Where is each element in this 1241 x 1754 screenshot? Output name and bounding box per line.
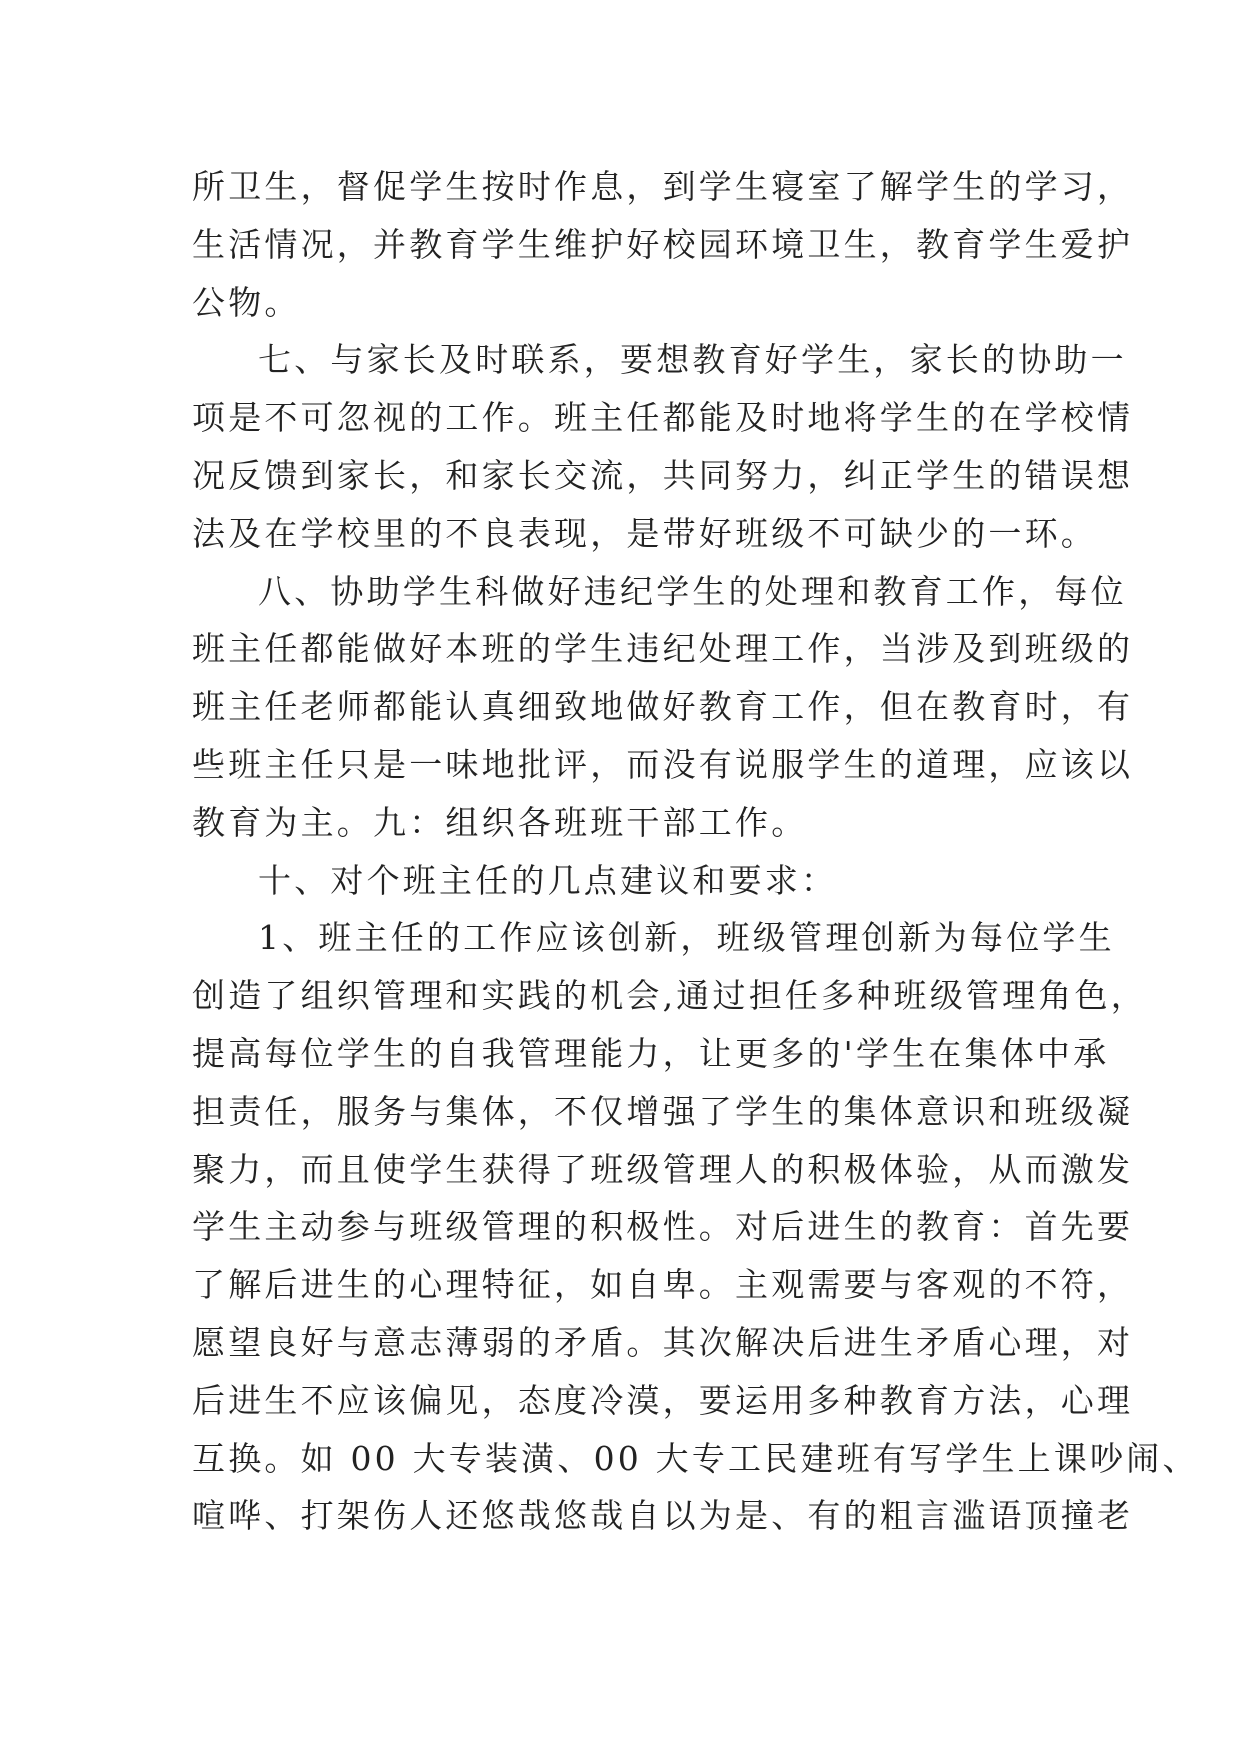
text-line: 创造了组织管理和实践的机会,通过担任多种班级管理角色， xyxy=(192,976,1147,1016)
text-line: 教育为主。九：组织各班班干部工作。 xyxy=(192,802,808,842)
text-line: 班主任都能做好本班的学生违纪处理工作，当涉及到班级的 xyxy=(192,629,1134,669)
text-line: 公物。 xyxy=(192,282,301,322)
text-line: 喧哗、打架伤人还悠哉悠哉自以为是、有的粗言滥语顶撞老 xyxy=(192,1496,1134,1536)
paragraph-start-line: 八、协助学生科做好违纪学生的处理和教育工作，每位 xyxy=(258,571,1127,611)
text-line: 聚力，而且使学生获得了班级管理人的积极体验，从而激发 xyxy=(192,1149,1134,1189)
text-line: 担责任，服务与集体，不仅增强了学生的集体意识和班级凝 xyxy=(192,1091,1134,1131)
text-line: 学生主动参与班级管理的积极性。对后进生的教育：首先要 xyxy=(192,1207,1134,1247)
text-line: 况反馈到家长，和家长交流，共同努力，纠正学生的错误想 xyxy=(192,455,1134,495)
text-line: 些班主任只是一味地批评，而没有说服学生的道理，应该以 xyxy=(192,744,1134,784)
text-line: 班主任老师都能认真细致地做好教育工作，但在教育时，有 xyxy=(192,687,1134,727)
text-line: 生活情况，并教育学生维护好校园环境卫生，教育学生爱护 xyxy=(192,224,1134,264)
paragraph-start-line: 七、与家长及时联系，要想教育好学生，家长的协助一 xyxy=(258,340,1127,380)
text-line: 了解后进生的心理特征，如自卑。主观需要与客观的不符， xyxy=(192,1265,1134,1305)
document-body xyxy=(192,158,1199,1545)
text-line: 法及在学校里的不良表现，是带好班级不可缺少的一环。 xyxy=(192,513,1097,553)
text-line: 互换。如 00 大专装潢、00 大专工民建班有写学生上课吵闹、 xyxy=(192,1438,1199,1478)
paragraph-start-line: 十、对个班主任的几点建议和要求： xyxy=(258,860,838,900)
text-line: 愿望良好与意志薄弱的矛盾。其次解决后进生矛盾心理，对 xyxy=(192,1322,1134,1362)
text-line: 项是不可忽视的工作。班主任都能及时地将学生的在学校情 xyxy=(192,398,1134,438)
text-line: 后进生不应该偏见，态度冷漠，要运用多种教育方法，心理 xyxy=(192,1380,1134,1420)
paragraph-start-line: 1、班主任的工作应该创新，班级管理创新为每位学生 xyxy=(258,918,1115,958)
text-line: 所卫生，督促学生按时作息，到学生寝室了解学生的学习， xyxy=(192,167,1134,206)
text-line: 提高每位学生的自我管理能力，让更多的'学生在集体中承 xyxy=(192,1033,1110,1073)
